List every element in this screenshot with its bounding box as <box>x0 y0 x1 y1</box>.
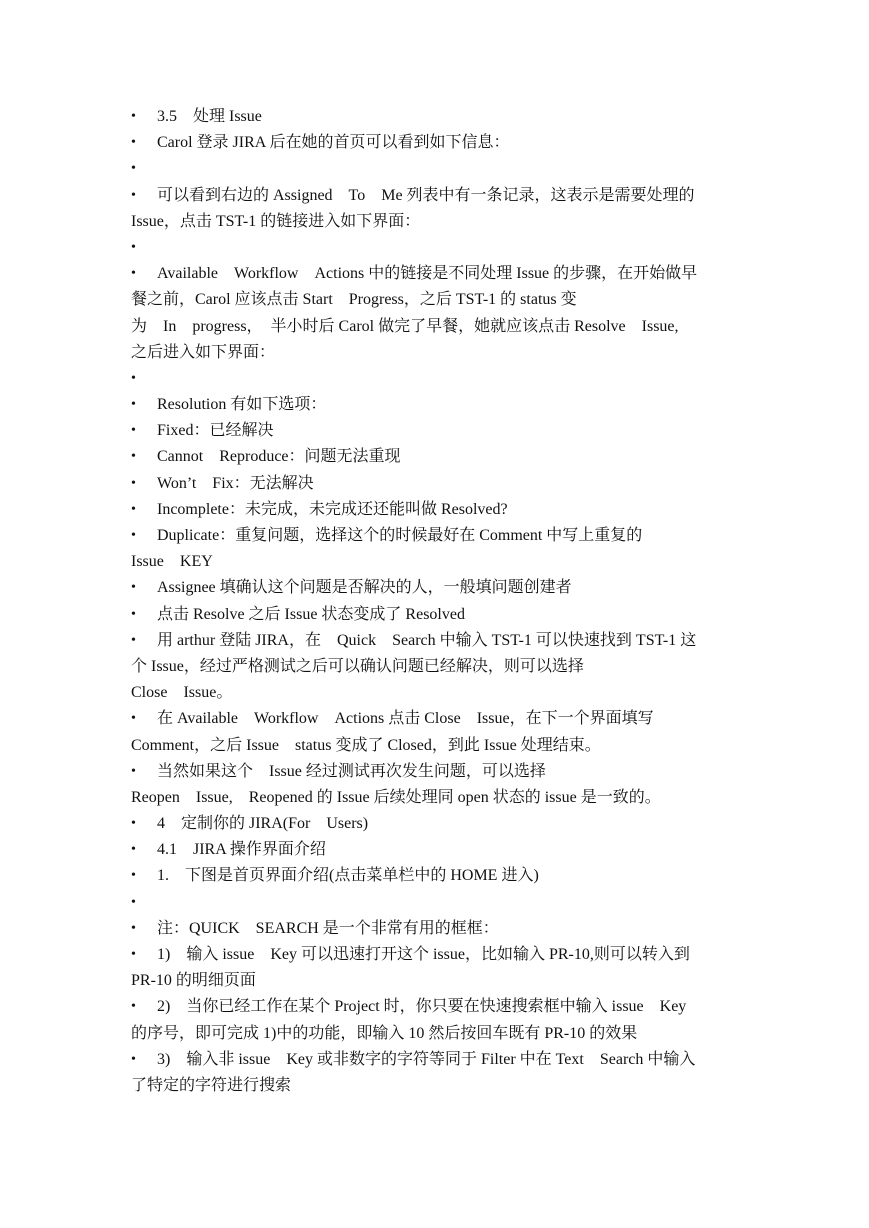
continuation-line <box>131 549 741 575</box>
line-text: Resolution 有如下选项： <box>157 396 327 414</box>
bullet-line <box>131 628 741 654</box>
line-text: Carol 登录 JIRA 后在她的首页可以看到如下信息： <box>157 134 510 152</box>
line-text: 4.1 JIRA 操作界面介绍 <box>157 841 326 859</box>
bullet-line <box>131 130 741 156</box>
line-text: Issue KEY <box>131 553 213 571</box>
bullet-icon: • <box>131 894 136 910</box>
continuation-line <box>131 1021 741 1047</box>
bullet-line <box>131 602 741 628</box>
continuation-line <box>131 340 741 366</box>
bullet-line <box>131 811 741 837</box>
bullet-icon: • <box>131 397 136 413</box>
bullet-icon: • <box>131 266 136 282</box>
bullet-icon: • <box>131 475 136 491</box>
line-text: 2) 当你已经工作在某个 Project 时，你只要在快速搜索框中输入 issue Key <box>157 998 687 1016</box>
bullet-icon: • <box>131 109 136 124</box>
bullet-line <box>131 575 741 601</box>
line-text: 点击 Resolve 之后 Issue 状态变成了 Resolved <box>157 605 465 623</box>
bullet-line <box>131 890 741 916</box>
bullet-line <box>131 759 741 785</box>
line-text: Won’t Fix：无法解决 <box>157 474 314 492</box>
bullet-line <box>131 497 741 523</box>
line-text: 1. 下图是首页界面介绍(点击菜单栏中的 HOME 进入) <box>157 867 539 885</box>
continuation-line <box>131 287 741 313</box>
bullet-line <box>131 916 741 942</box>
bullet-icon: • <box>131 528 136 543</box>
bullet-line <box>131 183 741 209</box>
bullet-line <box>131 235 741 261</box>
bullet-icon: • <box>131 606 136 622</box>
continuation-line <box>131 1073 741 1099</box>
bullet-icon: • <box>131 239 136 255</box>
bullet-icon: • <box>131 161 136 177</box>
continuation-line <box>131 654 741 680</box>
bullet-icon: • <box>131 711 136 727</box>
line-text: 4 定制你的 JIRA(For Users) <box>157 815 369 833</box>
line-text: Incomplete：未完成，未完成还还能叫做 Resolved? <box>157 500 508 518</box>
bullet-icon: • <box>131 868 136 884</box>
continuation-line <box>131 733 741 759</box>
bullet-icon: • <box>131 449 136 465</box>
line-text: 3.5 处理 Issue <box>157 108 262 125</box>
line-text: 之后进入如下界面： <box>131 343 276 361</box>
line-text: 餐之前，Carol 应该点击 Start Progress，之后 TST-1 的 status 变 <box>131 291 577 309</box>
bullet-line <box>131 156 741 182</box>
bullet-line <box>131 523 741 549</box>
line-text: PR-10 的明细页面 <box>131 972 256 990</box>
line-text: Issue，点击 TST-1 的链接进入如下界面： <box>131 212 421 230</box>
line-text: 3) 输入非 issue Key 或非数字的字符等同于 Filter 中在 Text Search 中输入 <box>157 1050 696 1068</box>
line-text: Fixed：已经解决 <box>157 422 274 440</box>
bullet-icon: • <box>131 816 136 832</box>
line-text: 个 Issue，经过严格测试之后可以确认问题已经解决，则可以选择 <box>131 657 584 675</box>
line-text: Duplicate：重复问题，选择这个的时候最好在 Comment 中写上重复的 <box>157 527 643 544</box>
bullet-icon: • <box>131 135 136 151</box>
line-text: Comment，之后 Issue status 变成了 Closed，到此 Issue 处理结束。 <box>131 736 601 754</box>
line-text: 为 In progress， 半小时后 Carol 做完了早餐，她就应该点击 Resolve Issue, <box>131 317 679 335</box>
bullet-icon: • <box>131 1051 136 1067</box>
bullet-icon: • <box>131 920 136 936</box>
continuation-line <box>131 785 741 811</box>
bullet-line <box>131 942 741 968</box>
bullet-icon: • <box>131 947 136 962</box>
bullet-icon: • <box>131 501 136 517</box>
bullet-line <box>131 392 741 418</box>
line-text: Available Workflow Actions 中的链接是不同处理 Issue 的步骤，在开始做早 <box>157 265 698 283</box>
continuation-line <box>131 314 741 340</box>
bullet-line <box>131 863 741 889</box>
line-text: 可以看到右边的 Assigned To Me 列表中有一条记录，这表示是需要处理的 <box>157 186 695 204</box>
line-text: Assignee 填确认这个问题是否解决的人，一般填问题创建者 <box>157 579 572 597</box>
bullet-icon: • <box>131 580 136 596</box>
bullet-line <box>131 471 741 497</box>
document-page <box>131 104 741 1099</box>
bullet-line <box>131 837 741 863</box>
line-text: 了特定的字符进行搜索 <box>131 1076 292 1094</box>
bullet-line <box>131 1047 741 1073</box>
bullet-icon: • <box>131 187 136 203</box>
bullet-line <box>131 706 741 732</box>
continuation-line <box>131 680 741 706</box>
bullet-icon: • <box>131 632 136 648</box>
bullet-line <box>131 994 741 1020</box>
bullet-icon: • <box>131 842 136 858</box>
line-text: 在 Available Workflow Actions 点击 Close Issue，在下一个界面填写 <box>157 710 654 728</box>
continuation-line <box>131 968 741 994</box>
bullet-line <box>131 444 741 470</box>
continuation-line <box>131 209 741 235</box>
line-text: 1) 输入 issue Key 可以迅速打开这个 issue，比如输入 PR-10,则可以转入到 <box>157 946 690 963</box>
bullet-line <box>131 418 741 444</box>
line-text: 的序号，即可完成 1)中的功能，即输入 10 然后按回车既有 PR-10 的效果 <box>131 1024 638 1042</box>
bullet-icon: • <box>131 423 136 439</box>
bullet-icon: • <box>131 999 136 1015</box>
line-text: 当然如果这个 Issue 经过测试再次发生问题，可以选择 <box>157 762 546 780</box>
bullet-line <box>131 261 741 287</box>
bullet-line <box>131 104 741 130</box>
line-text: Reopen Issue, Reopened 的 Issue 后续处理同 open 状态的 issue 是一致的。 <box>131 788 661 806</box>
line-text: 注：QUICK SEARCH 是一个非常有用的框框： <box>157 919 499 937</box>
bullet-icon: • <box>131 763 136 779</box>
line-text: Cannot Reproduce：问题无法重现 <box>157 448 401 466</box>
bullet-line <box>131 366 741 392</box>
bullet-icon: • <box>131 370 136 386</box>
line-text: Close Issue。 <box>131 684 233 702</box>
line-text: 用 arthur 登陆 JIRA，在 Quick Search 中输入 TST-1 可以快速找到 TST-1 这 <box>157 631 697 649</box>
